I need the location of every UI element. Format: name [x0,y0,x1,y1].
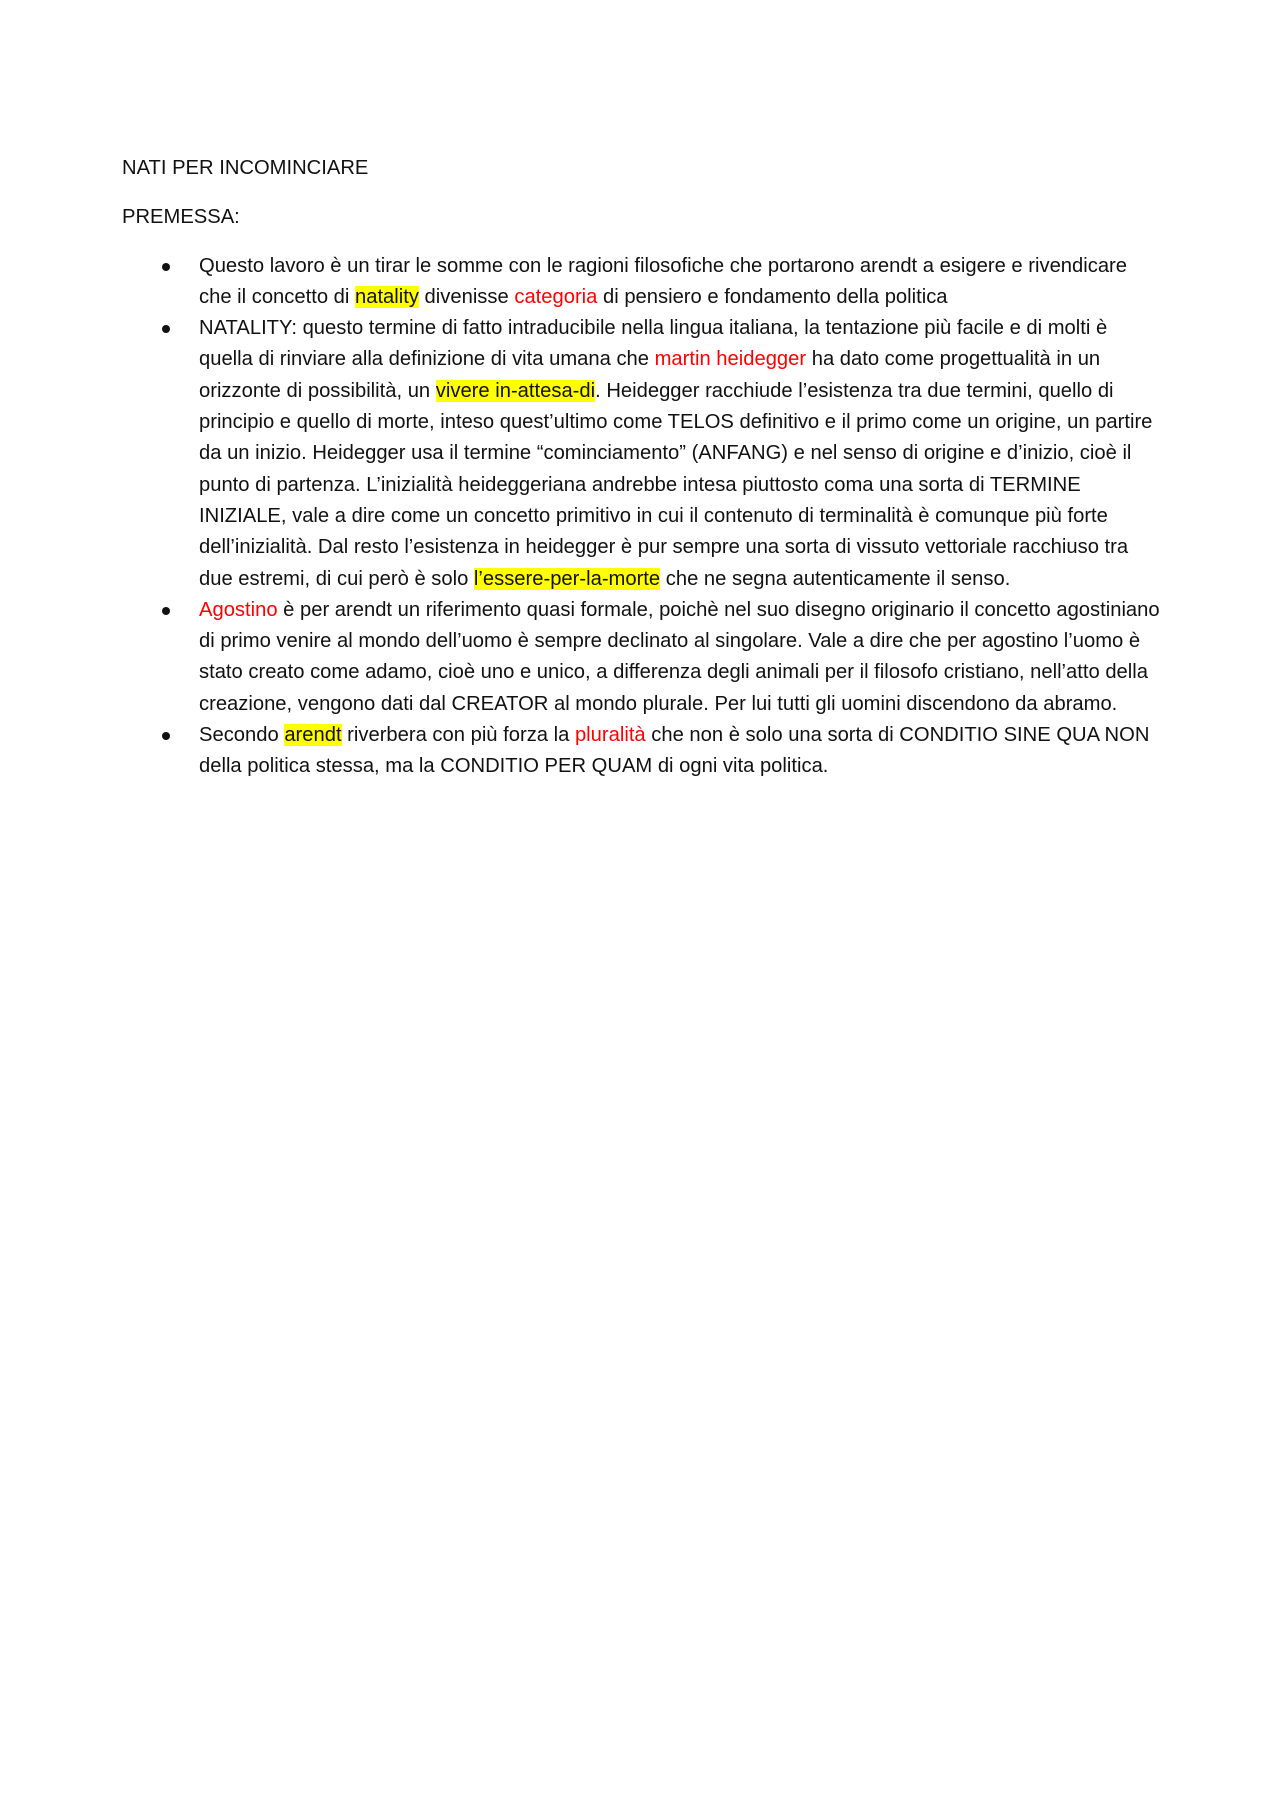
text-segment: ha dato come progettualità in un orizzonte di possibilità, un [199,348,1101,402]
highlighted-term: natality [354,285,419,308]
text-segment: è per arendt un riferimento quasi formale, poichè nel suo disegno originario il concetto agostiniano di primo venire al mondo dell’uomo è sempre declinato al singolare. Vale a dire che per agostino l’uomo è stato creato come adamo, cioè uno e unico, a differenza degli animali per il filosofo cristiano, nell’atto della creazione, vengono dati dal CREATOR al mondo plurale. Per lui tutti gli uomini discendono da abramo. [199,598,1160,715]
bullet-list [122,251,1162,783]
red-term: martin heidegger [654,348,807,371]
paragraph [199,720,1162,783]
highlighted-term: l’essere-per-la-morte [473,567,661,590]
bullet-icon [162,263,170,271]
red-term: categoria [514,285,598,308]
bullet-icon [162,607,170,615]
text-segment: divenisse [418,285,515,308]
red-term: pluralità [574,724,646,747]
highlighted-term: vivere in-attesa-di [435,379,596,402]
text-segment: di pensiero e fondamento della politica [597,285,948,308]
list-item [122,720,1162,783]
paragraph [199,251,1162,314]
text-segment: che non è solo una sorta di CONDITIO SINE QUA NON della politica stessa, ma la CONDITIO PER QUAM di ogni vita politica. [199,724,1150,778]
list-item [122,595,1162,720]
document-body [122,153,1162,783]
text-segment: Secondo [199,724,285,747]
highlighted-term: arendt [284,724,342,747]
text-segment: NATALITY: questo termine di fatto intraducibile nella lingua italiana, la tentazione più facile e di molti è quella di rinviare alla definizione di vita umana che [199,317,1108,371]
section-heading: PREMESSA: [122,206,240,229]
text-segment: riverbera con più forza la [341,724,575,747]
red-term: Agostino [199,598,278,621]
bullet-icon [162,325,170,333]
document-title: NATI PER INCOMINCIARE [122,157,369,179]
paragraph [199,313,1162,595]
text-segment: . Heidegger racchiude l’esistenza tra due termini, quello di principio e quello di morte, inteso quest’ultimo come TELOS definitivo e il primo come un origine, un partire da un inizio. Heidegger usa il termine “cominciamento” (ANFANG) e nel senso di origine e d’inizio, cioè il punto di partenza. L’inizialità heideggeriana andrebbe intesa piuttosto coma una sorta di TERMINE INIZIALE, vale a dire come un concetto primitivo in cui il contenuto di terminalità è comunque più forte dell’inizialità. Dal resto l’esistenza in heidegger è pur sempre una sorta di vissuto vettoriale racchiuso tra due estremi, di cui però è solo [199,379,1153,590]
paragraph [199,595,1162,720]
text-segment: che ne segna autenticamente il senso. [660,567,1011,590]
text-segment: Questo lavoro è un tirar le somme con le ragioni filosofiche che portarono arendt a esigere e rivendicare che il concetto di [199,254,1128,308]
list-item [122,251,1162,314]
list-item [122,313,1162,595]
bullet-icon [162,732,170,740]
